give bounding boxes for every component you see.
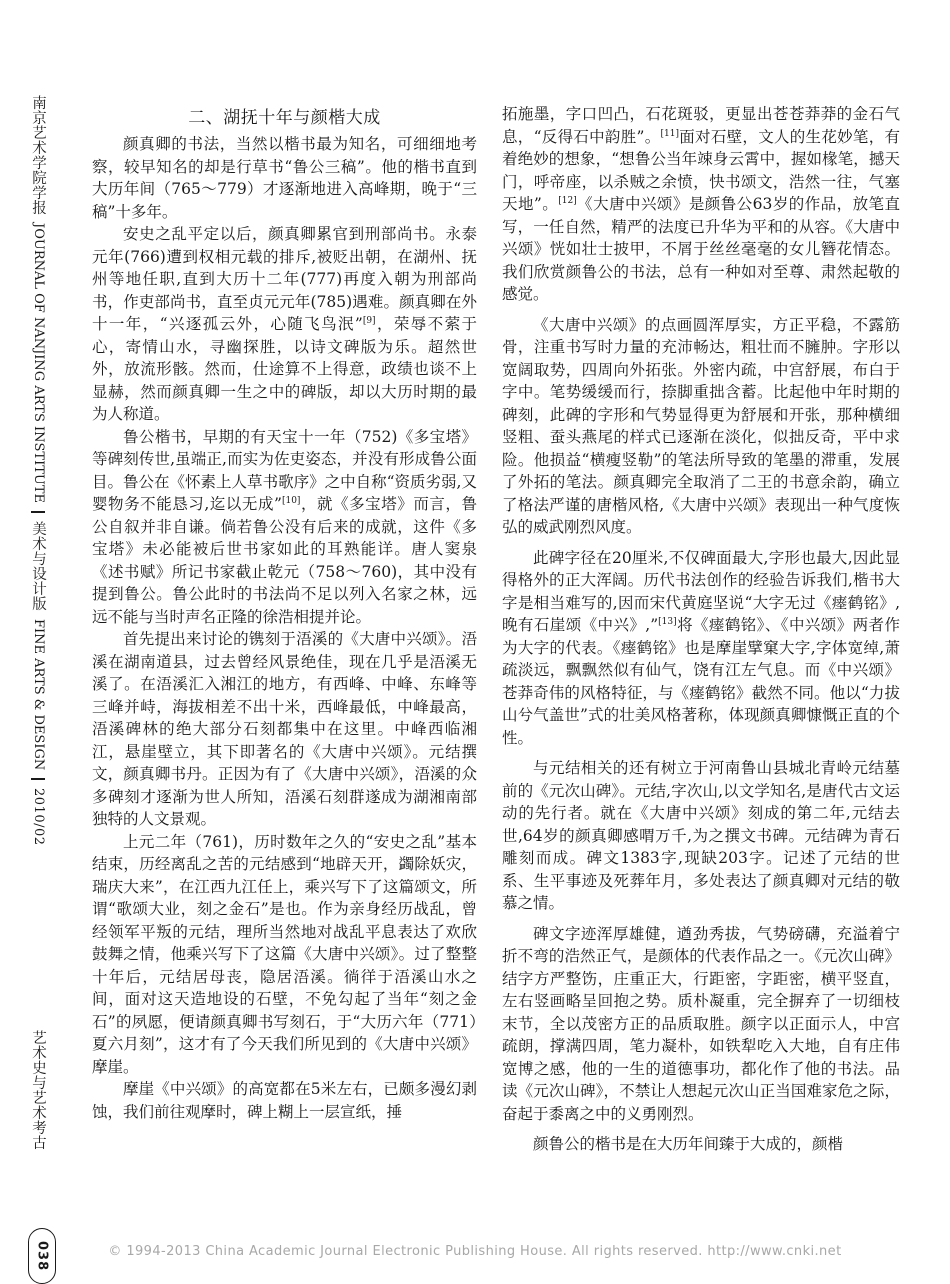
copyright-footer: © 1994-2013 China Academic Journal Electronic Publishing House. All rights reserved. http://www.cnki.net: [108, 1244, 842, 1259]
footnote-ref: [9]: [362, 315, 376, 326]
journal-sidebar: [24, 95, 62, 1272]
paragraph: 安史之乱平定以后，颜真卿累官到刑部尚书。永泰元年(766)遭到权相元载的排斥,被贬出朝，在湖州、抚州等地任职,直到大历十二年(777)再度入朝为刑部尚书，作吏部尚书，直至贞元元年(785)遇难。颜真卿在外十一年，“兴逐孤云外，心随飞鸟泯”[9]，荣辱不萦于心，寄情山水，寻幽探胜，以诗文碑版为乐。超然世外，放流形骸。然而，仕途算不上得意，政绩也谈不上显赫，然而颜真卿一生之中的碑版，却以大历时期的最为人称道。: [92, 225, 477, 423]
paragraph: 碑文字迹浑厚雄健，遒劲秀拔，气势磅礴，充溢着宁折不弯的浩然正气，是颜体的代表作品之一。《元次山碑》结字方严整饬，庄重正大，行距密，字距密，横平竖直，左右竖画略呈回抱之势。质朴凝重，完全摒弃了一切细枝末节，全以茂密方正的品质取胜。颜字以正面示人，中宫疏朗，撑满四周，笔力凝朴，如铁犁吃入大地，自有庄伟宽博之感，他的一生的道德事功，都化作了他的书法。品读《元次山碑》，不禁让人想起元次山正当国难家危之际，奋起于黍离之中的义勇刚烈。: [502, 924, 900, 1123]
paragraph: 摩崖《中兴颂》的高宽都在5米左右，已颇多漫幻剥蚀，我们前往观摩时，碑上糊上一层宣纸，捶: [92, 1080, 477, 1121]
left-column: [92, 105, 477, 1123]
journal-name-en: JOURNAL OF NANJING ARTS INSTITUTE: [31, 223, 46, 503]
paragraph: 上元二年（761)，历时数年之久的“安史之乱”基本结束，历经离乱之苦的元结感到“地辟天开，蠲除妖灾，瑞庆大来”，在江西九江任上，乘兴写下了这篇颂文，所谓“歌颂大业，刻之金石”是也。作为亲身经历战乱，曾经领军平叛的元结，理所当然地对战乱平息表达了欢欣鼓舞之情，他乘兴写下了这篇《大唐中兴颂》。过了整整十年后，元结居母丧，隐居浯溪。徜徉于浯溪山水之间，面对这天造地设的石壁，不免勾起了当年“刻之金石”的夙愿，便请颜真卿书写刻石，于“大历六年（771）夏六月刻”，这才有了今天我们所见到的《大唐中兴颂》摩崖。: [92, 832, 477, 1076]
right-column: [502, 103, 900, 1156]
paragraph: 鲁公楷书，早期的有天宝十一年（752)《多宝塔》等碑刻传世,虽端正,而实为佐吏姿态，并没有形成鲁公面目。鲁公在《怀素上人草书歌序》之中自称“资质劣弱,又婴物务不能恳习,迄以无成”[10]，就《多宝塔》而言，鲁公自叙并非自谦。倘若鲁公没有后来的成就，这件《多宝塔》未必能被后世书家如此的耳熟能详。唐人窦泉《述书赋》所记书家截止乾元（758～760)，其中没有提到鲁公。鲁公此时的书法尚不足以列入名家之林，远远不能与当时声名正隆的徐浩相提并论。: [92, 427, 477, 626]
column-name: 艺术史与艺术考古: [30, 1030, 46, 1150]
sidebar-divider: [31, 511, 45, 513]
journal-edition: 美术与设计版: [30, 521, 46, 611]
paragraph: 首先提出来讨论的镌刻于浯溪的《大唐中兴颂》。浯溪在湖南道县，过去曾经风景绝佳，现在几乎是浯溪无溪了。在浯溪汇入湘江的地方，有西峰、中峰、东峰等三峰并峙，海拔相差不出十米，西峰最低，中峰最高，浯溪碑林的绝大部分石刻都集中在这里。中峰西临湘江，悬崖壁立，其下即著名的《大唐中兴颂》。元结撰文，颜真卿书丹。正因为有了《大唐中兴颂》，浯溪的众多碑刻才逐渐为世人所知，浯溪石刻群遂成为湖湘南部独特的人文景观。: [92, 630, 477, 828]
column-name-wrap: [30, 1030, 46, 1154]
paragraph: 此碑字径在20厘米,不仅碑面最大,字形也最大,因此显得格外的正大浑阔。历代书法创作的经验告诉我们,楷书大字是相当难写的,因而宋代黄庭坚说“大字无过《瘗鹤铭》,晚有石崖颂《中兴》,”[13]将《瘗鹤铭》、《中兴颂》两者作为大字的代表。《瘗鹤铭》也是摩崖擘窠大字,字体宽绰,萧疏淡远，飘飘然似有仙气，饶有江左气息。而《中兴颂》苍莽奇伟的风格特征，与《瘗鹤铭》截然不同。他以“力拔山兮气盖世”式的壮美风格著称，体现颜真卿慷慨正直的个性。: [502, 548, 900, 747]
paragraph: 拓施墨，字口凹凸，石花斑驳，更显出苍苍莽莽的金石气息，“反得石中韵胜”。[11]面对石壁，文人的生花妙笔，有着绝妙的想象，“想鲁公当年竦身云霄中，握如椽笔，撼天门，呼帝座，以杀贼之余愤，快书颂文，浩然一往，气塞天地”。[12]《大唐中兴颂》是颜鲁公63岁的作品，放笔直写，一任自然，精严的法度已升华为平和的从容。《大唐中兴颂》恍如壮士披甲，不屑于丝丝毫毫的女儿簪花情态。我们欣赏颜鲁公的书法，总有一种如对至尊、肃然起敬的感觉。: [502, 105, 900, 303]
paragraph: 颜真卿的书法，当然以楷书最为知名，可细细地考察，较早知名的却是行草书“鲁公三稿”。他的楷书直到大历年间（765～779）才逐渐地进入高峰期，晚于“三稿”十多年。: [92, 135, 477, 221]
page-number: 038: [34, 1240, 50, 1272]
journal-issue: 2010/02: [31, 788, 46, 846]
journal-masthead: [30, 95, 46, 846]
section-title: 二、湖抚十年与颜楷大成: [188, 108, 381, 128]
paragraph: 颜鲁公的楷书是在大历年间臻于大成的，颜楷: [533, 1135, 844, 1153]
footnote-ref: [11]: [660, 128, 679, 139]
footnote-ref: [13]: [658, 616, 677, 627]
paragraph: 与元结相关的还有树立于河南鲁山县城北青岭元结墓前的《元次山碑》。元结,字次山,以文学知名,是唐代古文运动的先行者。就在《大唐中兴颂》刻成的第二年,元结去世,64岁的颜真卿感喟万千,为之撰文书碑。元结碑为青石雕刻而成。碑文1383字,现缺203字。记述了元结的世系、生平事迹及死葬年月，多处表达了颜真卿对元结的敬慕之情。: [502, 759, 900, 912]
footnote-ref: [10]: [281, 495, 301, 506]
sidebar-divider: [31, 778, 45, 780]
journal-name-cn: 南京艺术学院学报: [30, 95, 46, 215]
journal-edition-en: FINE ARTS & DESIGN: [31, 619, 46, 771]
footnote-ref: [12]: [558, 195, 577, 206]
paragraph: 《大唐中兴颂》的点画圆浑厚实，方正平稳，不露筋骨，注重书写时力量的充沛畅达，粗壮而不臃肿。字形以宽阔取势，四周向外拓张。外密内疏，中宫舒展，布白于字中。笔势缓缓而行，捺脚重拙含蓄。比起他中年时期的碑刻，此碑的字形和气势显得更为舒展和开张，那种横细竖粗、蚕头燕尾的样式已逐渐在淡化，似拙反奇，平中求险。他损益“横瘦竖勒”的笔法所导致的笔墨的滞重，发展了外拓的笔法。颜真卿完全取消了二王的书意余韵，确立了格法严谨的唐楷风格,《大唐中兴颂》表现出一种气度恢弘的威武刚烈风度。: [502, 315, 900, 536]
